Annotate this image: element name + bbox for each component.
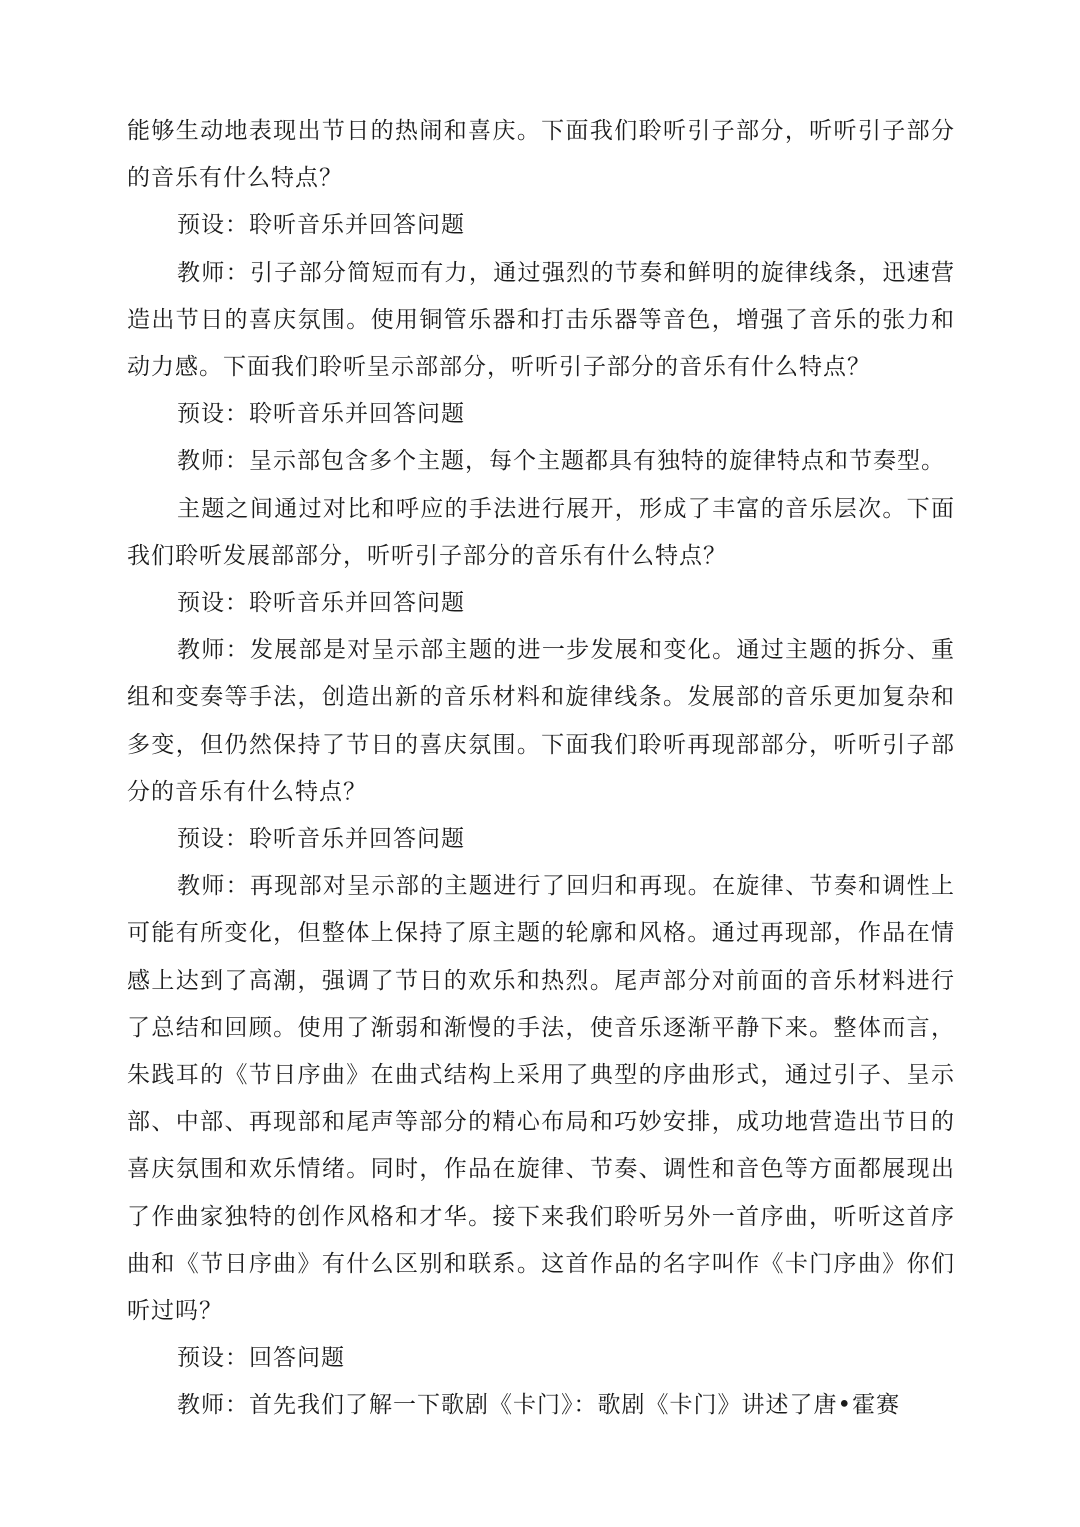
paragraph: 教师：发展部是对呈示部主题的进一步发展和变化。通过主题的拆分、重组和变奏等手法，创造出新的音乐材料和旋律线条。发展部的音乐更加复杂和多变，但仍然保持了节日的喜庆氛围。下面我们聆听再现部部分，听听引子部分的音乐有什么特点？ — [127, 637, 955, 805]
paragraph: 能够生动地表现出节日的热闹和喜庆。下面我们聆听引子部分，听听引子部分的音乐有什么特点？ — [127, 118, 955, 192]
paragraph: 预设：聆听音乐并回答问题 — [177, 212, 465, 239]
paragraph: 主题之间通过对比和呼应的手法进行展开，形成了丰富的音乐层次。下面我们聆听发展部部分，听听引子部分的音乐有什么特点？ — [127, 495, 955, 569]
paragraph: 预设：聆听音乐并回答问题 — [177, 826, 465, 853]
paragraph: 教师：引子部分简短而有力，通过强烈的节奏和鲜明的旋律线条，迅速营造出节日的喜庆氛围。使用铜管乐器和打击乐器等音色，增强了音乐的张力和动力感。下面我们聆听呈示部部分，听听引子部分的音乐有什么特点？ — [127, 259, 955, 381]
paragraph: 教师：呈示部包含多个主题，每个主题都具有独特的旋律特点和节奏型。 — [177, 448, 945, 475]
paragraph: 教师：再现部对呈示部的主题进行了回归和再现。在旋律、节奏和调性上可能有所变化，但整体上保持了原主题的轮廓和风格。通过再现部，作品在情感上达到了高潮，强调了节日的欢乐和热烈。尾声部分对前面的音乐材料进行了总结和回顾。使用了渐弱和渐慢的手法，使音乐逐渐平静下来。整体而言，朱践耳的《节日序曲》在曲式结构上采用了典型的序曲形式，通过引子、呈示部、中部、再现部和尾声等部分的精心布局和巧妙安排，成功地营造出节日的喜庆氛围和欢乐情绪。同时，作品在旋律、节奏、调性和音色等方面都展现出了作曲家独特的创作风格和才华。接下来我们聆听另外一首序曲，听听这首序曲和《节日序曲》有什么区别和联系。这首作品的名字叫作《卡门序曲》你们听过吗？ — [127, 873, 955, 1325]
paragraph: 预设：聆听音乐并回答问题 — [177, 590, 465, 617]
paragraph: 预设：回答问题 — [177, 1345, 345, 1372]
paragraph: 预设：聆听音乐并回答问题 — [177, 401, 465, 428]
paragraph: 教师：首先我们了解一下歌剧《卡门》：歌剧《卡门》讲述了唐•霍赛 — [177, 1392, 901, 1419]
document-page — [127, 108, 955, 1430]
